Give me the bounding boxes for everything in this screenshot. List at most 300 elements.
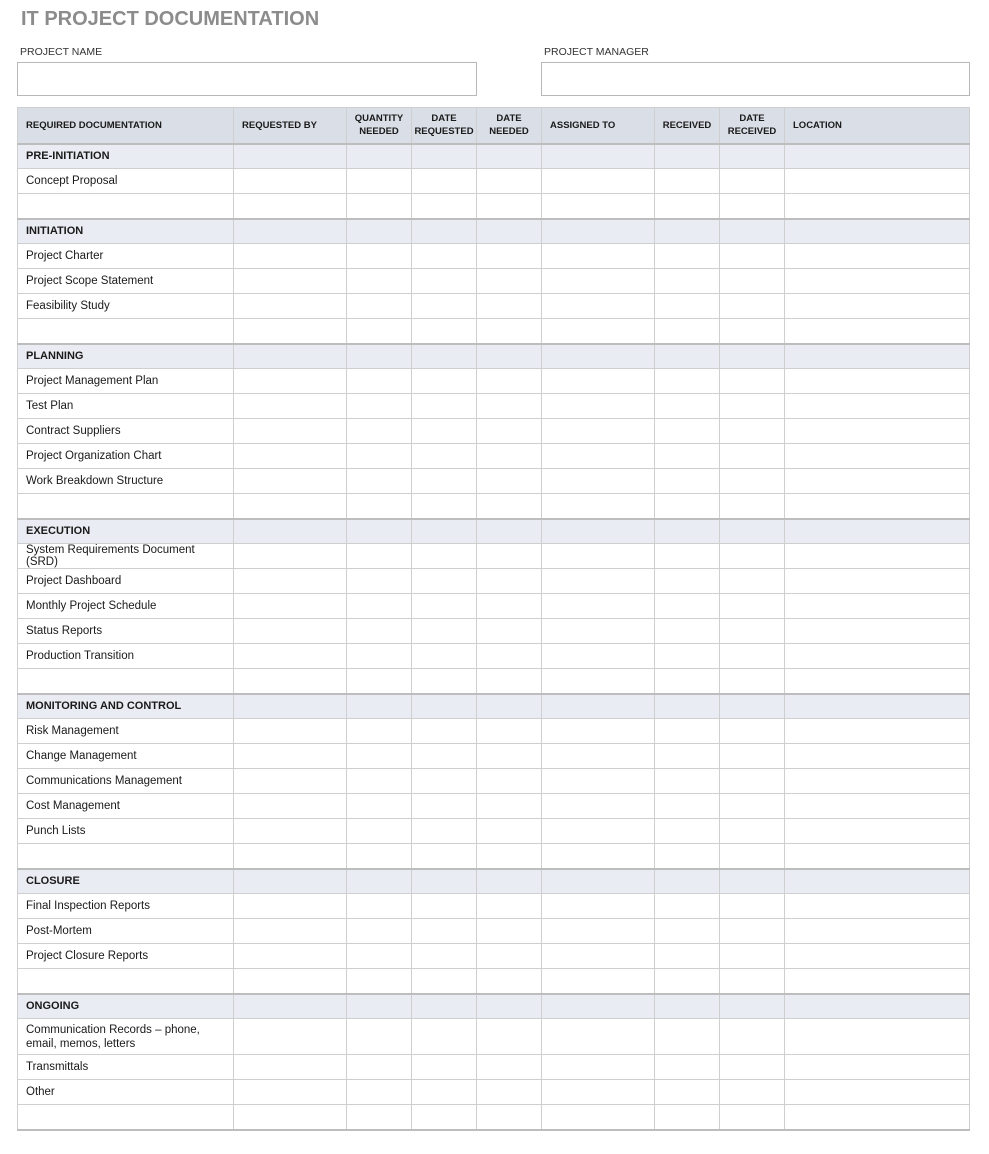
- table-cell[interactable]: [347, 319, 412, 344]
- table-cell[interactable]: [720, 794, 785, 819]
- table-cell[interactable]: [720, 194, 785, 219]
- table-cell[interactable]: [347, 1019, 412, 1055]
- table-cell[interactable]: [720, 469, 785, 494]
- table-cell[interactable]: [412, 594, 477, 619]
- table-cell[interactable]: [542, 719, 655, 744]
- table-cell[interactable]: [234, 194, 347, 219]
- document-name-cell[interactable]: Feasibility Study: [18, 294, 234, 319]
- table-cell[interactable]: [542, 469, 655, 494]
- table-cell[interactable]: [412, 269, 477, 294]
- table-cell[interactable]: [347, 794, 412, 819]
- document-name-cell[interactable]: Final Inspection Reports: [18, 894, 234, 919]
- table-cell[interactable]: [542, 1080, 655, 1105]
- table-cell[interactable]: [785, 169, 970, 194]
- table-cell[interactable]: [542, 1055, 655, 1080]
- table-cell[interactable]: [412, 769, 477, 794]
- table-cell[interactable]: [655, 669, 720, 694]
- table-cell[interactable]: [477, 1080, 542, 1105]
- table-cell[interactable]: [412, 844, 477, 869]
- table-cell[interactable]: [720, 894, 785, 919]
- table-cell[interactable]: [412, 494, 477, 519]
- table-cell[interactable]: [655, 194, 720, 219]
- table-cell[interactable]: [477, 169, 542, 194]
- document-name-cell[interactable]: Test Plan: [18, 394, 234, 419]
- table-cell[interactable]: [785, 1055, 970, 1080]
- project-name-field[interactable]: [17, 62, 477, 96]
- table-cell[interactable]: [542, 269, 655, 294]
- document-name-cell[interactable]: [18, 969, 234, 994]
- table-cell[interactable]: [542, 969, 655, 994]
- table-cell[interactable]: [477, 369, 542, 394]
- table-cell[interactable]: [655, 919, 720, 944]
- table-cell[interactable]: [785, 569, 970, 594]
- table-cell[interactable]: [785, 669, 970, 694]
- table-cell[interactable]: [785, 394, 970, 419]
- table-cell[interactable]: [785, 744, 970, 769]
- table-cell[interactable]: [477, 944, 542, 969]
- table-row: [18, 194, 970, 219]
- table-cell[interactable]: [720, 819, 785, 844]
- table-cell[interactable]: [542, 944, 655, 969]
- table-cell[interactable]: [412, 969, 477, 994]
- table-cell[interactable]: [234, 169, 347, 194]
- table-cell[interactable]: [785, 319, 970, 344]
- table-cell[interactable]: [477, 569, 542, 594]
- table-cell[interactable]: [347, 894, 412, 919]
- document-name-cell[interactable]: Project Closure Reports: [18, 944, 234, 969]
- table-cell[interactable]: [412, 794, 477, 819]
- table-cell[interactable]: [785, 194, 970, 219]
- table-cell[interactable]: [655, 244, 720, 269]
- table-cell[interactable]: [542, 394, 655, 419]
- table-cell[interactable]: [655, 169, 720, 194]
- table-cell[interactable]: [785, 844, 970, 869]
- table-cell[interactable]: [655, 569, 720, 594]
- table-cell[interactable]: [234, 469, 347, 494]
- table-cell[interactable]: [347, 619, 412, 644]
- table-cell[interactable]: [412, 194, 477, 219]
- table-cell[interactable]: [412, 444, 477, 469]
- table-cell[interactable]: [347, 769, 412, 794]
- table-cell[interactable]: [720, 594, 785, 619]
- table-cell[interactable]: [785, 894, 970, 919]
- document-name-cell[interactable]: Work Breakdown Structure: [18, 469, 234, 494]
- table-cell[interactable]: [720, 419, 785, 444]
- table-cell[interactable]: [542, 769, 655, 794]
- document-name-cell[interactable]: Project Dashboard: [18, 569, 234, 594]
- table-row: [18, 244, 970, 269]
- table-cell[interactable]: [542, 894, 655, 919]
- document-name-cell[interactable]: [18, 494, 234, 519]
- table-cell[interactable]: [785, 544, 970, 569]
- table-cell[interactable]: [347, 419, 412, 444]
- table-cell[interactable]: [477, 1105, 542, 1130]
- document-name-cell[interactable]: Punch Lists: [18, 819, 234, 844]
- table-cell[interactable]: [412, 894, 477, 919]
- document-name-cell[interactable]: Other: [18, 1080, 234, 1105]
- table-cell[interactable]: [542, 794, 655, 819]
- document-name-cell[interactable]: Project Organization Chart: [18, 444, 234, 469]
- table-cell[interactable]: [347, 394, 412, 419]
- table-cell[interactable]: [412, 369, 477, 394]
- table-cell[interactable]: [477, 494, 542, 519]
- table-cell[interactable]: [542, 444, 655, 469]
- table-cell[interactable]: [655, 544, 720, 569]
- table-cell[interactable]: [477, 194, 542, 219]
- table-cell[interactable]: [655, 769, 720, 794]
- table-cell[interactable]: [234, 244, 347, 269]
- table-cell[interactable]: [785, 719, 970, 744]
- table-cell[interactable]: [412, 469, 477, 494]
- table-cell[interactable]: [785, 294, 970, 319]
- table-cell[interactable]: [720, 944, 785, 969]
- table-cell[interactable]: [412, 544, 477, 569]
- table-cell[interactable]: [347, 594, 412, 619]
- table-row: [18, 669, 970, 694]
- document-name-cell[interactable]: Monthly Project Schedule: [18, 594, 234, 619]
- table-cell[interactable]: [234, 494, 347, 519]
- table-cell[interactable]: [655, 1080, 720, 1105]
- table-cell[interactable]: [655, 894, 720, 919]
- table-cell[interactable]: [655, 744, 720, 769]
- table-cell[interactable]: [542, 819, 655, 844]
- table-cell[interactable]: [655, 444, 720, 469]
- table-cell[interactable]: [347, 844, 412, 869]
- table-cell[interactable]: [477, 719, 542, 744]
- table-cell[interactable]: [477, 1055, 542, 1080]
- table-cell[interactable]: [785, 1105, 970, 1130]
- table-cell[interactable]: [785, 1080, 970, 1105]
- table-cell[interactable]: [347, 744, 412, 769]
- table-cell[interactable]: [477, 444, 542, 469]
- table-cell[interactable]: [412, 1019, 477, 1055]
- table-cell[interactable]: [655, 644, 720, 669]
- table-cell[interactable]: [347, 194, 412, 219]
- table-cell[interactable]: [347, 1105, 412, 1130]
- table-cell[interactable]: [720, 269, 785, 294]
- table-cell[interactable]: [234, 769, 347, 794]
- table-cell[interactable]: [720, 569, 785, 594]
- table-cell[interactable]: [412, 294, 477, 319]
- table-cell[interactable]: [234, 969, 347, 994]
- table-cell[interactable]: [542, 644, 655, 669]
- table-cell[interactable]: [234, 319, 347, 344]
- table-cell[interactable]: [347, 669, 412, 694]
- table-cell[interactable]: [542, 569, 655, 594]
- table-cell[interactable]: [542, 494, 655, 519]
- table-cell[interactable]: [477, 294, 542, 319]
- document-name-cell[interactable]: [18, 844, 234, 869]
- table-cell[interactable]: [234, 1019, 347, 1055]
- table-cell[interactable]: [234, 1080, 347, 1105]
- table-cell[interactable]: [542, 169, 655, 194]
- document-name-cell[interactable]: [18, 669, 234, 694]
- table-cell[interactable]: [720, 369, 785, 394]
- table-cell[interactable]: [412, 719, 477, 744]
- table-cell[interactable]: [655, 619, 720, 644]
- table-cell[interactable]: [234, 444, 347, 469]
- table-cell[interactable]: [785, 444, 970, 469]
- table-cell[interactable]: [720, 644, 785, 669]
- project-name-label: PROJECT NAME: [20, 46, 103, 58]
- table-cell[interactable]: [542, 594, 655, 619]
- table-cell[interactable]: [477, 969, 542, 994]
- document-name-cell[interactable]: Contract Suppliers: [18, 419, 234, 444]
- table-cell[interactable]: [347, 944, 412, 969]
- document-name-cell[interactable]: [18, 1105, 234, 1130]
- table-cell[interactable]: [720, 1019, 785, 1055]
- table-cell[interactable]: [477, 769, 542, 794]
- table-cell[interactable]: [412, 819, 477, 844]
- table-cell[interactable]: [542, 844, 655, 869]
- table-cell[interactable]: [785, 419, 970, 444]
- table-cell[interactable]: [234, 919, 347, 944]
- table-cell[interactable]: [234, 944, 347, 969]
- section-cell: [412, 519, 477, 544]
- table-cell[interactable]: [347, 1080, 412, 1105]
- table-cell[interactable]: [542, 419, 655, 444]
- table-cell[interactable]: [785, 244, 970, 269]
- table-cell[interactable]: [412, 1080, 477, 1105]
- table-cell[interactable]: [234, 844, 347, 869]
- document-name-cell[interactable]: Post-Mortem: [18, 919, 234, 944]
- table-cell[interactable]: [477, 644, 542, 669]
- table-cell[interactable]: [412, 569, 477, 594]
- table-cell[interactable]: [542, 544, 655, 569]
- table-cell[interactable]: [412, 319, 477, 344]
- table-cell[interactable]: [720, 1080, 785, 1105]
- table-cell[interactable]: [347, 469, 412, 494]
- table-cell[interactable]: [412, 169, 477, 194]
- table-cell[interactable]: [655, 394, 720, 419]
- table-cell[interactable]: [655, 944, 720, 969]
- table-cell[interactable]: [412, 419, 477, 444]
- table-cell[interactable]: [234, 544, 347, 569]
- table-cell[interactable]: [542, 319, 655, 344]
- table-cell[interactable]: [542, 194, 655, 219]
- table-cell[interactable]: [412, 1105, 477, 1130]
- document-name-cell[interactable]: Transmittals: [18, 1055, 234, 1080]
- table-cell[interactable]: [655, 469, 720, 494]
- table-cell[interactable]: [347, 969, 412, 994]
- table-cell[interactable]: [234, 394, 347, 419]
- table-cell[interactable]: [655, 419, 720, 444]
- table-cell[interactable]: [234, 1105, 347, 1130]
- document-name-cell[interactable]: Status Reports: [18, 619, 234, 644]
- table-cell[interactable]: [655, 1055, 720, 1080]
- table-cell[interactable]: [477, 894, 542, 919]
- table-cell[interactable]: [477, 669, 542, 694]
- table-cell[interactable]: [347, 494, 412, 519]
- table-cell[interactable]: [347, 719, 412, 744]
- table-cell[interactable]: [542, 1105, 655, 1130]
- table-cell[interactable]: [785, 469, 970, 494]
- table-cell[interactable]: [234, 269, 347, 294]
- document-name-cell[interactable]: Communication Records – phone, email, memos, letters: [18, 1019, 234, 1055]
- document-name-cell[interactable]: Change Management: [18, 744, 234, 769]
- table-cell[interactable]: [412, 619, 477, 644]
- section-title: MONITORING AND CONTROL: [18, 694, 234, 719]
- table-cell[interactable]: [720, 1055, 785, 1080]
- section-row: [18, 344, 970, 369]
- table-cell[interactable]: [477, 844, 542, 869]
- table-cell[interactable]: [785, 269, 970, 294]
- table-cell[interactable]: [234, 669, 347, 694]
- table-cell[interactable]: [347, 244, 412, 269]
- table-cell[interactable]: [655, 1105, 720, 1130]
- table-cell[interactable]: [655, 1019, 720, 1055]
- document-name-cell[interactable]: Concept Proposal: [18, 169, 234, 194]
- table-cell[interactable]: [655, 819, 720, 844]
- table-cell[interactable]: [785, 494, 970, 519]
- table-cell[interactable]: [655, 319, 720, 344]
- table-cell[interactable]: [720, 669, 785, 694]
- table-cell[interactable]: [785, 769, 970, 794]
- table-cell[interactable]: [720, 444, 785, 469]
- table-cell[interactable]: [720, 619, 785, 644]
- document-name-cell[interactable]: System Requirements Document (SRD): [18, 544, 234, 569]
- table-cell[interactable]: [785, 1019, 970, 1055]
- table-cell[interactable]: [477, 394, 542, 419]
- section-cell: [785, 519, 970, 544]
- table-cell[interactable]: [655, 719, 720, 744]
- table-cell[interactable]: [720, 294, 785, 319]
- table-cell[interactable]: [720, 744, 785, 769]
- table-cell[interactable]: [477, 269, 542, 294]
- table-cell[interactable]: [720, 969, 785, 994]
- table-cell[interactable]: [477, 919, 542, 944]
- table-cell[interactable]: [785, 594, 970, 619]
- table-cell[interactable]: [412, 944, 477, 969]
- table-cell[interactable]: [412, 919, 477, 944]
- table-cell[interactable]: [347, 269, 412, 294]
- table-cell[interactable]: [412, 669, 477, 694]
- table-cell[interactable]: [655, 494, 720, 519]
- table-cell[interactable]: [542, 669, 655, 694]
- table-cell[interactable]: [347, 369, 412, 394]
- project-manager-field[interactable]: [541, 62, 970, 96]
- table-cell[interactable]: [234, 294, 347, 319]
- table-cell[interactable]: [785, 969, 970, 994]
- table-cell[interactable]: [720, 169, 785, 194]
- table-cell[interactable]: [720, 919, 785, 944]
- table-cell[interactable]: [720, 319, 785, 344]
- table-cell[interactable]: [234, 819, 347, 844]
- table-cell[interactable]: [347, 294, 412, 319]
- document-name-cell[interactable]: Project Scope Statement: [18, 269, 234, 294]
- table-cell[interactable]: [234, 894, 347, 919]
- table-cell[interactable]: [542, 244, 655, 269]
- table-cell[interactable]: [655, 269, 720, 294]
- document-name-cell[interactable]: Production Transition: [18, 644, 234, 669]
- table-cell[interactable]: [655, 794, 720, 819]
- table-cell[interactable]: [477, 794, 542, 819]
- table-cell[interactable]: [477, 619, 542, 644]
- section-cell: [234, 344, 347, 369]
- table-cell[interactable]: [785, 369, 970, 394]
- table-cell[interactable]: [347, 569, 412, 594]
- table-cell[interactable]: [347, 644, 412, 669]
- table-cell[interactable]: [477, 419, 542, 444]
- table-cell[interactable]: [412, 394, 477, 419]
- table-cell[interactable]: [477, 594, 542, 619]
- document-name-cell[interactable]: Project Management Plan: [18, 369, 234, 394]
- table-cell[interactable]: [477, 544, 542, 569]
- table-cell[interactable]: [234, 419, 347, 444]
- table-cell[interactable]: [655, 844, 720, 869]
- document-name-cell[interactable]: Communications Management: [18, 769, 234, 794]
- table-cell[interactable]: [347, 544, 412, 569]
- table-cell[interactable]: [720, 719, 785, 744]
- table-cell[interactable]: [720, 394, 785, 419]
- table-cell[interactable]: [477, 744, 542, 769]
- table-cell[interactable]: [412, 244, 477, 269]
- table-cell[interactable]: [655, 969, 720, 994]
- table-cell[interactable]: [720, 769, 785, 794]
- table-cell[interactable]: [785, 644, 970, 669]
- table-cell[interactable]: [234, 594, 347, 619]
- table-cell[interactable]: [720, 844, 785, 869]
- table-cell[interactable]: [477, 819, 542, 844]
- document-name-cell[interactable]: [18, 194, 234, 219]
- table-cell[interactable]: [234, 1055, 347, 1080]
- table-cell[interactable]: [234, 744, 347, 769]
- table-cell[interactable]: [234, 644, 347, 669]
- table-cell[interactable]: [412, 1055, 477, 1080]
- document-name-cell[interactable]: Risk Management: [18, 719, 234, 744]
- table-cell[interactable]: [720, 1105, 785, 1130]
- table-cell[interactable]: [412, 644, 477, 669]
- table-cell[interactable]: [785, 819, 970, 844]
- table-cell[interactable]: [785, 794, 970, 819]
- table-cell[interactable]: [477, 469, 542, 494]
- document-name-cell[interactable]: [18, 319, 234, 344]
- table-cell[interactable]: [720, 494, 785, 519]
- document-name-cell[interactable]: Project Charter: [18, 244, 234, 269]
- table-cell[interactable]: [347, 444, 412, 469]
- table-cell[interactable]: [477, 319, 542, 344]
- table-cell[interactable]: [785, 619, 970, 644]
- table-cell[interactable]: [542, 619, 655, 644]
- table-cell[interactable]: [477, 1019, 542, 1055]
- section-cell: [542, 144, 655, 169]
- table-cell[interactable]: [477, 244, 542, 269]
- table-cell[interactable]: [347, 169, 412, 194]
- table-cell[interactable]: [234, 369, 347, 394]
- table-cell[interactable]: [655, 594, 720, 619]
- table-cell[interactable]: [542, 1019, 655, 1055]
- table-cell[interactable]: [720, 244, 785, 269]
- table-cell[interactable]: [655, 294, 720, 319]
- document-name-cell[interactable]: Cost Management: [18, 794, 234, 819]
- table-cell[interactable]: [347, 1055, 412, 1080]
- table-cell[interactable]: [234, 569, 347, 594]
- table-cell[interactable]: [542, 744, 655, 769]
- table-cell[interactable]: [234, 719, 347, 744]
- table-cell[interactable]: [785, 919, 970, 944]
- table-cell[interactable]: [347, 819, 412, 844]
- table-cell[interactable]: [234, 619, 347, 644]
- table-cell[interactable]: [542, 369, 655, 394]
- table-cell[interactable]: [720, 544, 785, 569]
- table-cell[interactable]: [542, 294, 655, 319]
- table-cell[interactable]: [785, 944, 970, 969]
- table-cell[interactable]: [412, 744, 477, 769]
- table-cell[interactable]: [347, 919, 412, 944]
- table-cell[interactable]: [542, 919, 655, 944]
- table-cell[interactable]: [655, 369, 720, 394]
- table-cell[interactable]: [234, 794, 347, 819]
